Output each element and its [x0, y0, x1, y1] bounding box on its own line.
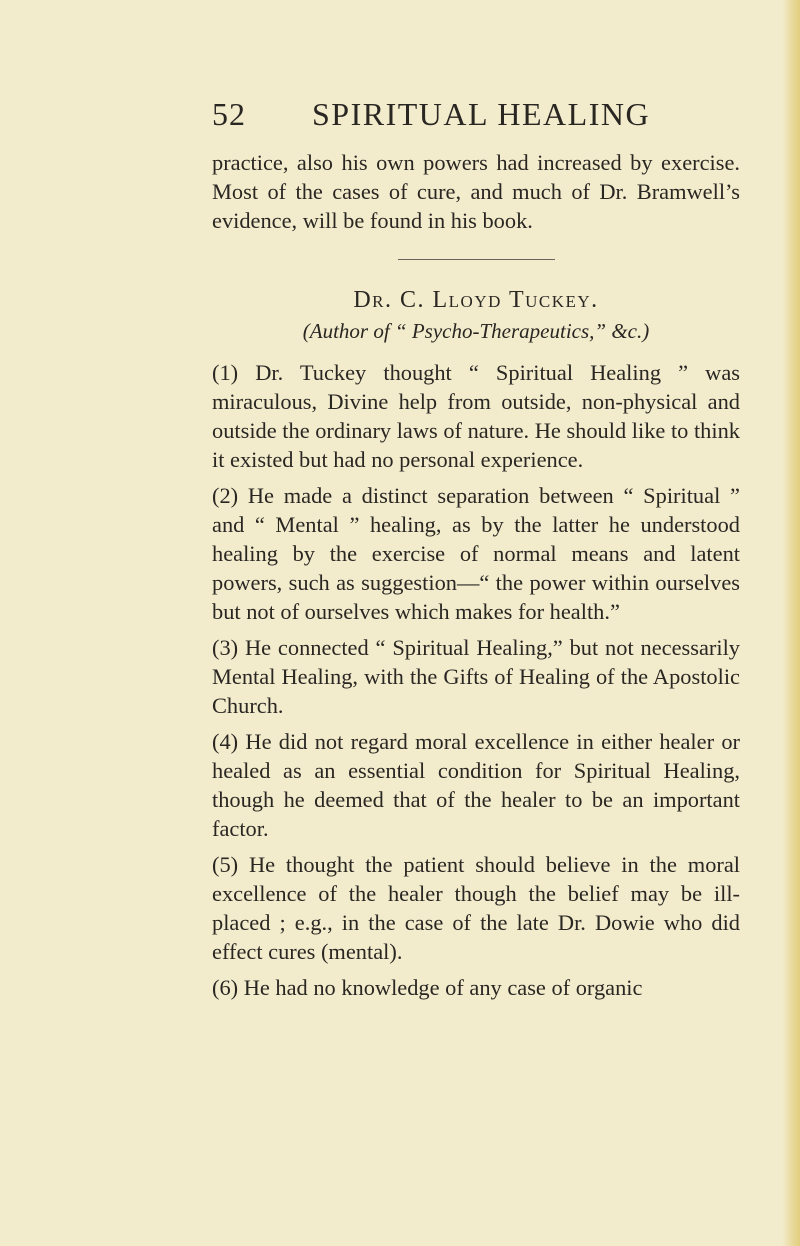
- running-head-title: SPIRITUAL HEALING: [312, 96, 651, 132]
- numbered-paragraph-2: (2) He made a distinct separation between “ Spiritual ” and “ Mental ” healing, as by the latter he understood healing by the exercise of normal means and latent powers, such as suggestion—“ the power within ourselves but not of ourselves which makes for health.”: [212, 483, 740, 624]
- numbered-paragraph-4: (4) He did not regard moral excellence in either healer or healed as an essential condition for Spiritual Healing, though he deemed that of the healer to be an important factor.: [212, 729, 740, 841]
- numbered-paragraph-6: (6) He had no knowledge of any case of organic: [212, 975, 643, 1000]
- page-edge-shading: [782, 0, 800, 1246]
- numbered-paragraph-3: (3) He connected “ Spiritual Healing,” but not necessarily Mental Healing, with the Gifts of Healing of the Apostolic Church.: [212, 635, 740, 718]
- section-heading: Dr. C. Lloyd Tuckey.: [353, 287, 599, 313]
- section-divider: [398, 259, 555, 260]
- page-number: 52: [212, 96, 246, 132]
- section-subheading: (Author of “ Psycho-Therapeutics,” &c.): [302, 319, 650, 343]
- continuation-paragraph: practice, also his own powers had increased by exercise. Most of the cases of cure, and much of Dr. Bramwell’s evidence, will be found in his book.: [212, 150, 740, 233]
- numbered-paragraph-1: (1) Dr. Tuckey thought “ Spiritual Healing ” was miraculous, Divine help from outside, non-physical and outside the ordinary laws of nature. He should like to think it existed but had no personal experience.: [212, 360, 740, 472]
- body-text: [212, 148, 740, 1009]
- running-head: [212, 96, 740, 140]
- numbered-paragraph-5: (5) He thought the patient should believe in the moral excellence of the healer though the belief may be ill-placed ; e.g., in the case of the late Dr. Dowie who did effect cures (mental).: [212, 852, 740, 964]
